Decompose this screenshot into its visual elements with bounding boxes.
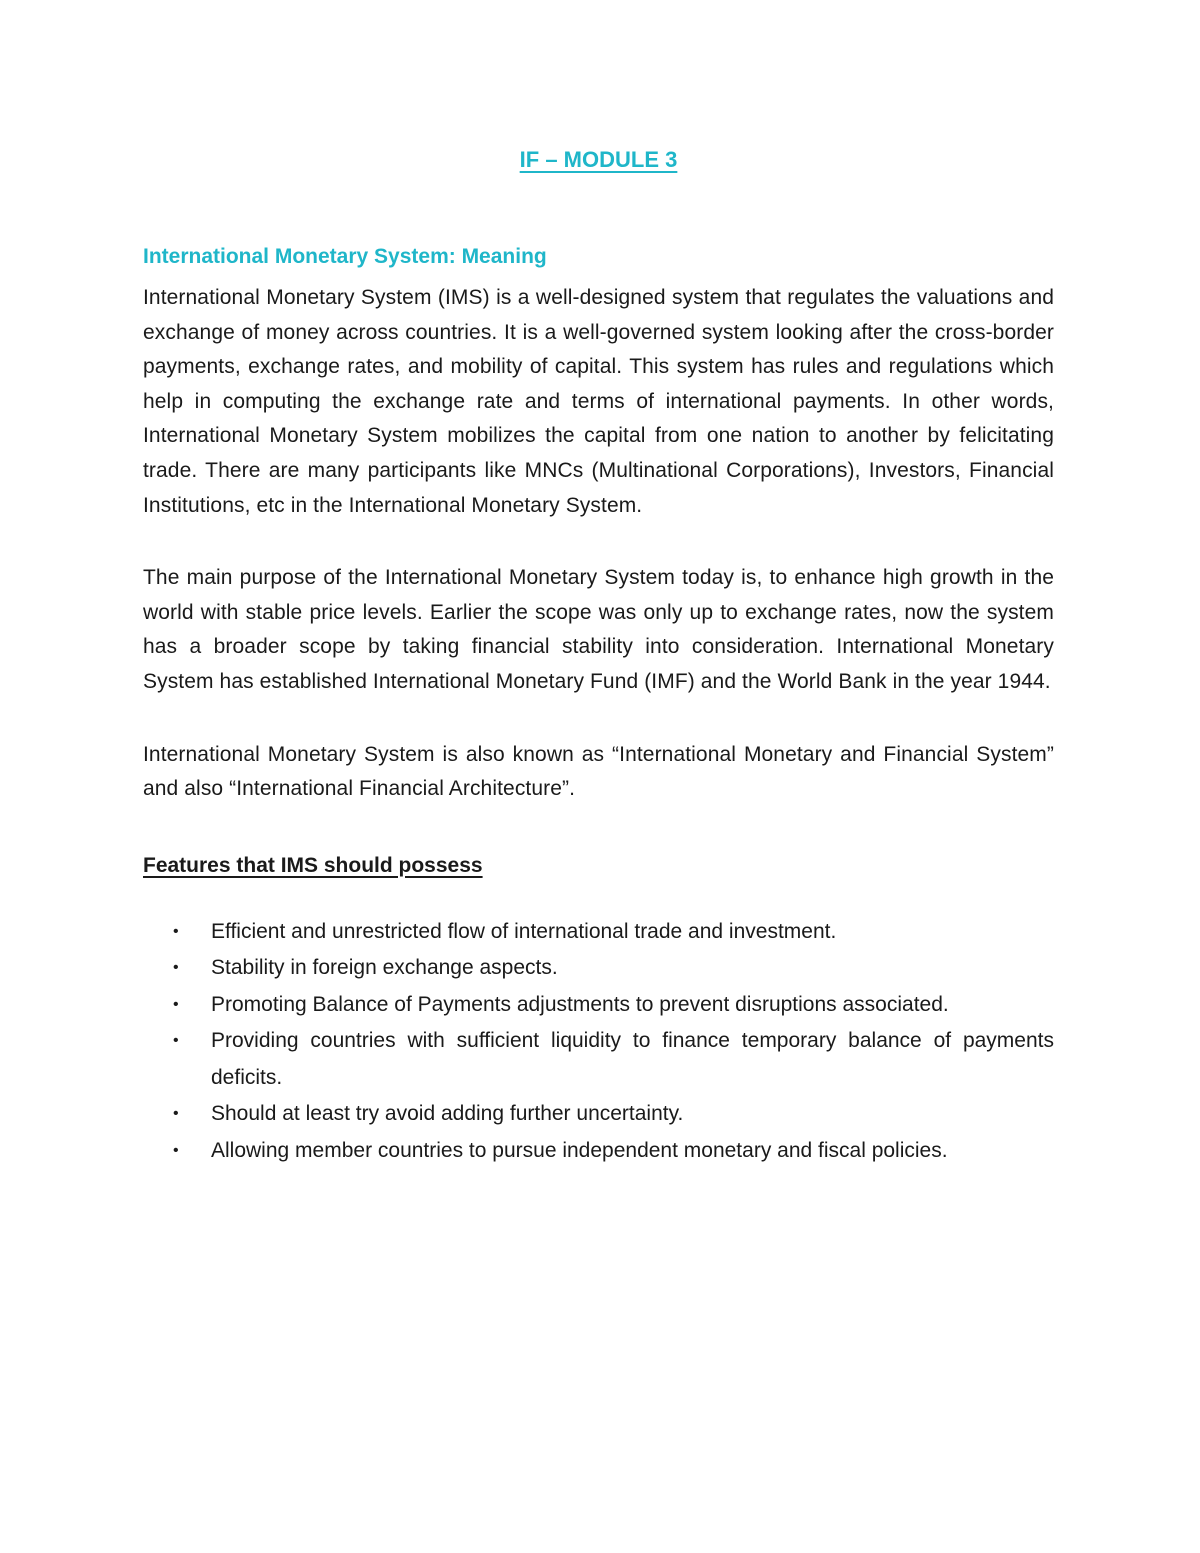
- list-item-text: Promoting Balance of Payments adjustments to prevent disruptions associated.: [211, 992, 949, 1016]
- bullet-icon: •: [173, 959, 179, 977]
- list-item-text: Efficient and unrestricted flow of international trade and investment.: [211, 919, 837, 943]
- bullet-icon: •: [173, 995, 179, 1013]
- section-heading: International Monetary System: Meaning: [143, 245, 547, 268]
- list-item: [143, 987, 1054, 1024]
- list-item-text: Stability in foreign exchange aspects.: [211, 956, 558, 980]
- list-item: [143, 914, 1054, 951]
- paragraph-also-known-as: International Monetary System is also known as “International Monetary and Financial System” and also “International Financial Architecture”.: [143, 742, 1054, 801]
- paragraph-meaning: International Monetary System (IMS) is a well-designed system that regulates the valuations and exchange of money across countries. It is a well-governed system looking after the cross-border payments, exchange rates, and mobility of capital. This system has rules and regulations which help in computing the exchange rate and terms of international payments. In other words, International Monetary System mobilizes the capital from one nation to another by felicitating trade. There are many participants like MNCs (Multinational Corporations), Investors, Financial Institutions, etc in the International Monetary System.: [143, 286, 1054, 517]
- list-item: [143, 1096, 1054, 1133]
- bullet-icon: •: [173, 1141, 179, 1159]
- bullet-icon: •: [173, 1032, 179, 1050]
- list-item-text: Should at least try avoid adding further uncertainty.: [211, 1102, 684, 1126]
- bullet-icon: •: [173, 1105, 179, 1123]
- features-list: [143, 914, 1054, 1170]
- list-item: [143, 1023, 1054, 1096]
- paragraph-purpose: The main purpose of the International Monetary System today is, to enhance high growth in the world with stable price levels. Earlier the scope was only up to exchange rates, now the system has a broader scope by taking financial stability into consideration. International Monetary System has established International Monetary Fund (IMF) and the World Bank in the year 1944.: [143, 566, 1054, 693]
- document-content: [143, 140, 1054, 1169]
- features-heading: [143, 849, 1054, 883]
- list-item: [143, 1133, 1054, 1170]
- list-item-text: Allowing member countries to pursue independent monetary and fiscal policies.: [211, 1138, 948, 1162]
- list-item: [143, 950, 1054, 987]
- features-heading-text: Features that IMS should possess: [143, 853, 483, 877]
- document-title-text: IF – MODULE 3: [519, 147, 678, 172]
- bullet-icon: •: [173, 922, 179, 940]
- list-item-text: Providing countries with sufficient liquidity to finance temporary balance of payments deficits.: [211, 1029, 1054, 1089]
- document-title: [143, 140, 1054, 180]
